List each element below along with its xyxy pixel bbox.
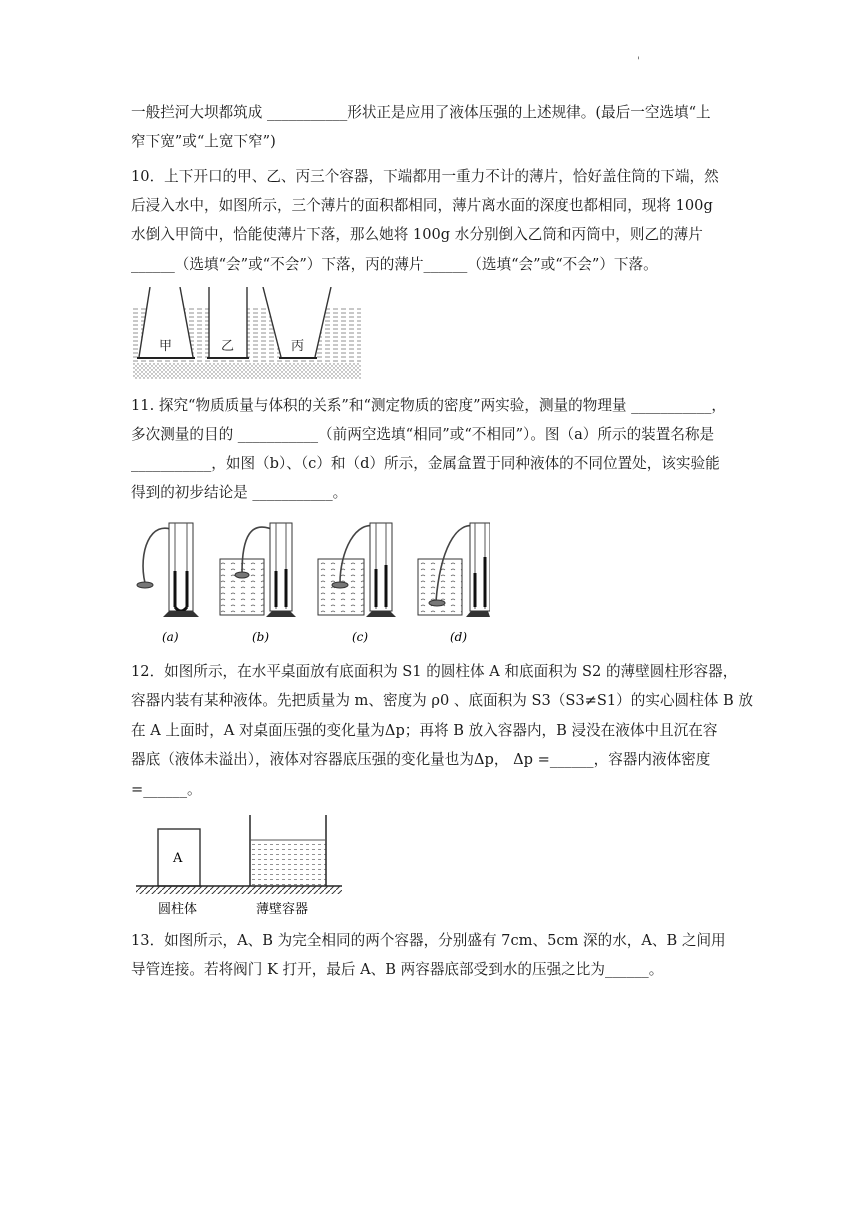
label-bing: 丙 [291,339,305,354]
caption-d: (d) [450,630,468,644]
gauge-d [418,523,490,617]
q10-line-2: 后浸入水中，如图所示，三个薄片的面积都相同，薄片离水面的深度也都相同，现将 100g [131,197,713,214]
page-mark: ' [637,56,640,67]
q11-line-2: 多次测量的目的 ___________（前两空选填“相同”或“不相同”）。图（a）所示的装置名称是 [131,426,715,443]
q12-line-1: 12．如图所示，在水平桌面放有底面积为 S1 的圆柱体 A 和底面积为 S2 的薄壁圆柱形容器， [131,663,738,680]
q11-line-1: 11. 探究“物质质量与体积的关系”和“测定物质的密度”两实验，测量的物理量 ___________， [131,397,727,414]
caption-c: (c) [352,630,369,644]
caption-b: (b) [252,630,270,644]
label-yi: 乙 [221,339,235,354]
caption-a: (a) [162,630,179,644]
q10-line-3: 水倒入甲筒中，恰能使薄片下落，那么她将 100g 水分别倒入乙筒和丙筒中，则乙的薄片 [131,226,703,243]
q12-line-3: 在 A 上面时，A 对桌面压强的变化量为Δp；再将 B 放入容器内，B 浸没在液体中且沉在容 [131,722,718,739]
q11-line-4: 得到的初步结论是 ___________。 [131,484,348,501]
q11-pressure-gauge-figure [130,513,490,648]
q9-line-1: 一般拦河大坝都筑成 ___________形状正是应用了液体压强的上述规律。(最后一空选填“上 [131,104,711,121]
q10-line-1: 10．上下开口的甲、乙、丙三个容器，下端都用一重力不计的薄片，恰好盖住筒的下端，然 [131,168,719,185]
q12-cylinder-container-figure [132,812,348,920]
cylinder-a-label: A [173,851,183,866]
q13-line-2: 导管连接。若将阀门 K 打开，最后 A、B 两容器底部受到水的压强之比为______。 [131,961,664,978]
q10-containers-figure [133,287,361,379]
gauge-b [220,523,296,617]
liquid [250,840,326,886]
label-jia: 甲 [159,339,173,354]
gauge-a [137,523,199,617]
q9-line-2: 窄下宽”或“上宽下窄”) [131,133,276,150]
gauge-c [318,523,396,617]
caption-cylinder: 圆柱体 [158,902,198,917]
q13-line-1: 13．如图所示，A、B 为完全相同的两个容器，分别盛有 7cm、5cm 深的水，A、B 之间用 [131,932,726,949]
q12-line-2: 容器内装有某种液体。先把质量为 m、密度为 ρ0 、底面积为 S3（S3≠S1）的实心圆柱体 B 放 [131,692,753,709]
q12-line-5: =______。 [131,781,202,798]
q12-line-4: 器底（液体未溢出），液体对容器底压强的变化量也为Δp， Δp =______，容器内液体密度 [131,751,711,768]
caption-container: 薄壁容器 [256,902,309,917]
q11-line-3: ___________，如图（b）、（c）和（d）所示，金属盒置于同种液体的不同位置处，该实验能 [131,455,720,472]
q10-line-4: ______（选填“会”或“不会”）下落，丙的薄片______（选填“会”或“不会”）下落。 [131,256,658,273]
